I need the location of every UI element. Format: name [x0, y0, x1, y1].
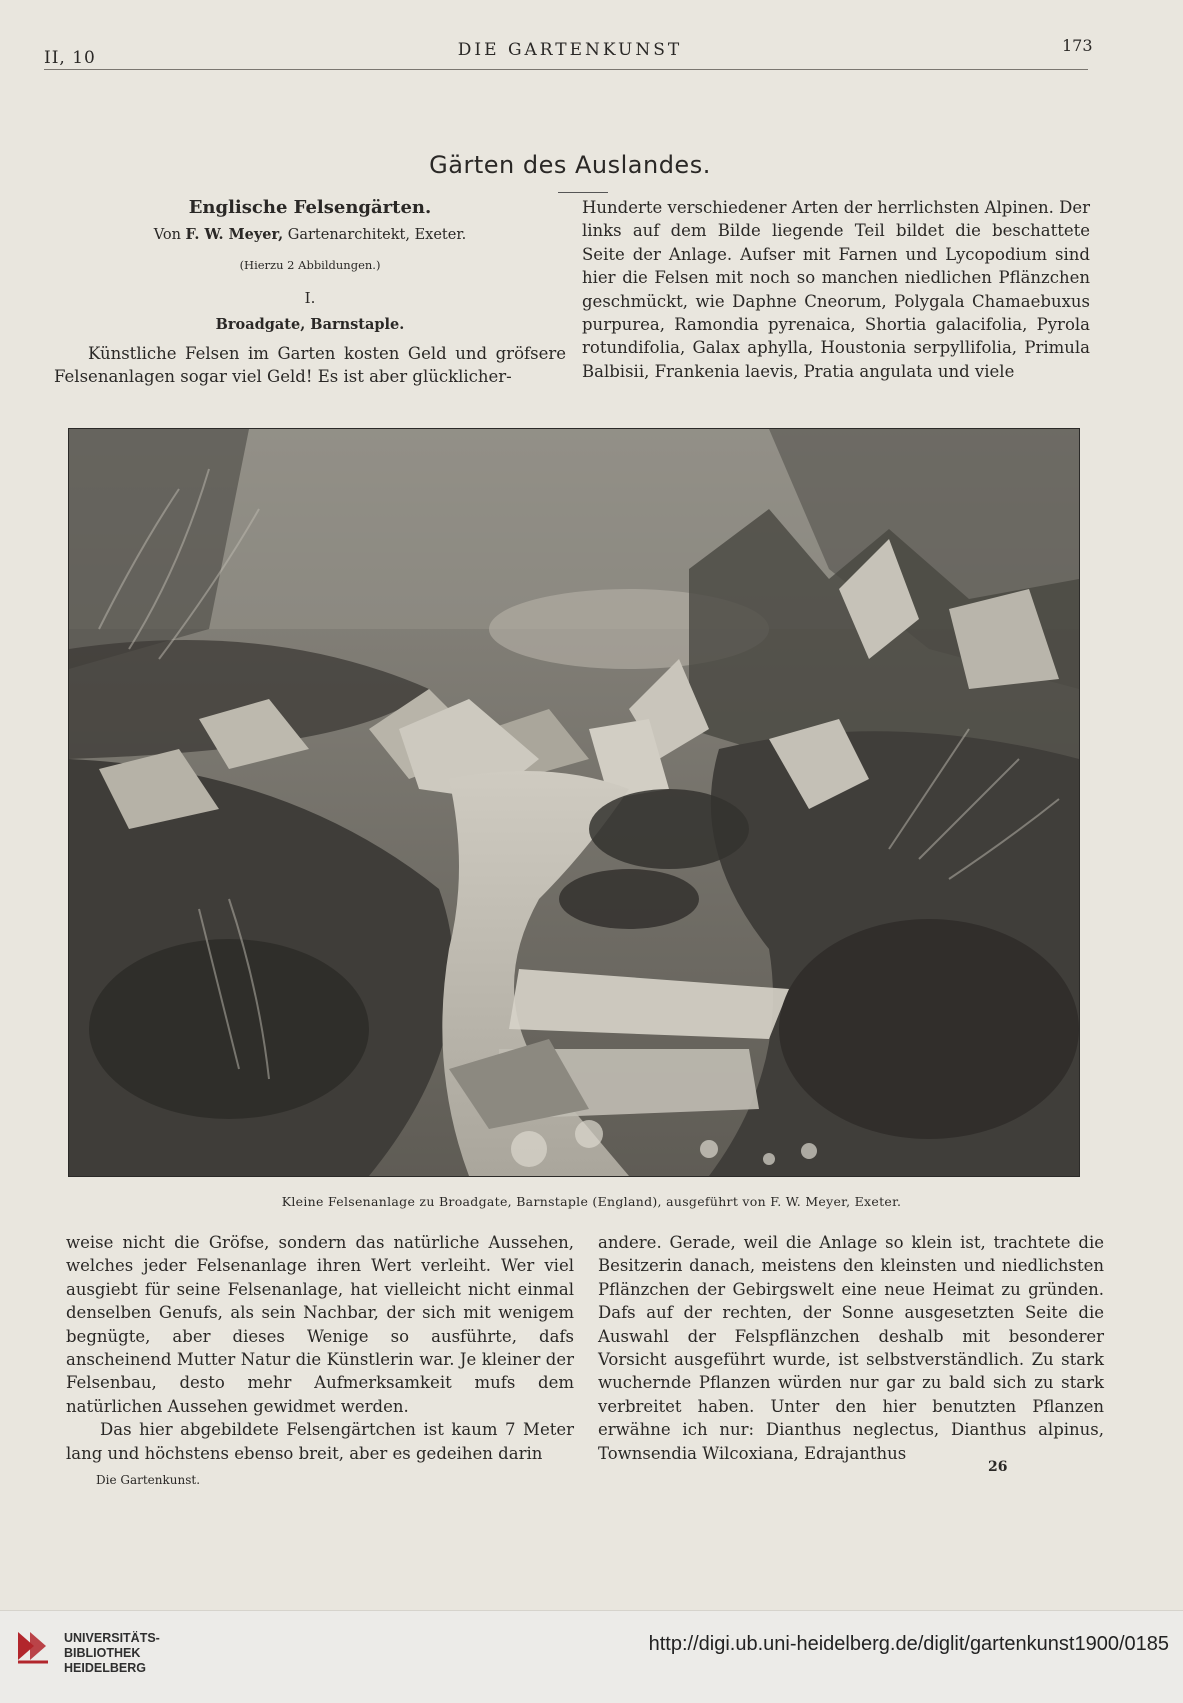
title-rule — [558, 192, 608, 193]
logo-graphic — [14, 1628, 54, 1668]
author-name: F. W. Meyer, — [185, 226, 284, 244]
rock-garden-photo — [68, 428, 1080, 1177]
paragraph-right-bottom: andere. Gerade, weil die Anlage so klein ist, trachtete die Besitzerin danach, meistens den kleinsten und niedlichsten Pflänzchen der Gebirgswelt eine neue Heimat zu gründen. Dafs auf der rechten, der Sonne ausgesetzten Seite die Auswahl der Felspflänzchen deshalb mit besonderer Vorsicht ausgeführt wurde, ist selbstverständlich. Zu stark wuchernde Pflanzen würden nur gar zu bald sich zu stark verbreitet haben. Unter den hier benutzten Pflanzen erwähne ich nur: Dianthus neglectus, Dianthus alpinus, Townsendia Wilcoxiana, Edrajanthus — [598, 1233, 1104, 1463]
right-column-top — [582, 196, 1090, 383]
illustrations-note: (Hierzu 2 Abbildungen.) — [239, 257, 381, 272]
library-logo-icon[interactable] — [14, 1628, 54, 1672]
logo-line-1: UNIVERSITÄTS- — [64, 1631, 160, 1645]
photo-graphic — [69, 429, 1079, 1176]
part-number: I. — [304, 289, 316, 308]
logo-line-2: BIBLIOTHEK — [64, 1646, 141, 1660]
header-rule — [44, 69, 1088, 70]
photo-caption: Kleine Felsenanlage zu Broadgate, Barnstaple (England), ausgeführt von F. W. Meyer, Exeter. — [281, 1194, 902, 1209]
library-banner — [0, 1610, 1183, 1703]
byline-suffix: Gartenarchitekt, Exeter. — [283, 227, 467, 244]
paragraph-left-bottom-1: weise nicht die Gröfse, sondern das natürliche Aussehen, welches jeder Felsenanlage ihren Wert verleiht. Wer viel ausgiebt für seine Felsenanlage, hat vielleicht nicht einmal denselben Genufs, als sein Nachbar, der sich mit wenigem begnügte, aber dieses Wenige so ausführte, dafs anscheinend Mutter Natur die Künstlerin war. Je kleiner der Felsenbau, desto mehr Aufmerksamkeit mufs dem natürlichen Aussehen gewidmet werden. — [66, 1233, 574, 1416]
byline — [54, 223, 566, 247]
source-url-link[interactable]: http://digi.ub.uni-heidelberg.de/diglit/gartenkunst1900/0185 — [648, 1633, 1169, 1655]
left-column-top — [54, 196, 566, 389]
page-number: 173 — [1062, 36, 1093, 55]
library-logo-text[interactable] — [64, 1631, 160, 1676]
logo-line-3: HEIDELBERG — [64, 1661, 146, 1675]
footer-signature: 26 — [988, 1459, 1008, 1475]
left-column-bottom — [66, 1231, 574, 1465]
byline-prefix: Von — [153, 227, 186, 244]
paragraph-left-top: Künstliche Felsen im Garten kosten Geld und gröfsere Felsenanlagen sogar viel Geld! Es ist aber glücklicher- — [54, 344, 566, 387]
running-header-title: DIE GARTENKUNST — [457, 40, 683, 60]
paragraph-left-bottom-2: Das hier abgebildete Felsengärtchen ist kaum 7 Meter lang und höchstens ebenso breit, aber es gedeihen darin — [66, 1420, 574, 1463]
right-column-bottom — [598, 1231, 1104, 1465]
paragraph-right-top: Hunderte verschiedener Arten der herrlichsten Alpinen. Der links auf dem Bilde liegende Teil bildet die beschattete Seite der Anlage. Aufser mit Farnen und Lycopodium sind hier die Felsen mit noch so manchen niedlichen Pflänzchen geschmückt, wie Daphne Cneorum, Polygala Chamaebuxus purpurea, Ramondia pyrenaica, Shortia galacifolia, Pyrola rotundifolia, Galax aphylla, Houstonia serpyllifolia, Primula Balbisii, Frankenia laevis, Pratia angulata und viele — [582, 198, 1090, 381]
footer-journal-name: Die Gartenkunst. — [96, 1473, 201, 1487]
running-header-volume: II, 10 — [44, 48, 96, 68]
article-title: Englische Felsengärten. — [188, 197, 432, 218]
section-title: Gärten des Auslandes. — [429, 151, 711, 179]
article-subtitle: Broadgate, Barnstaple. — [215, 315, 405, 333]
